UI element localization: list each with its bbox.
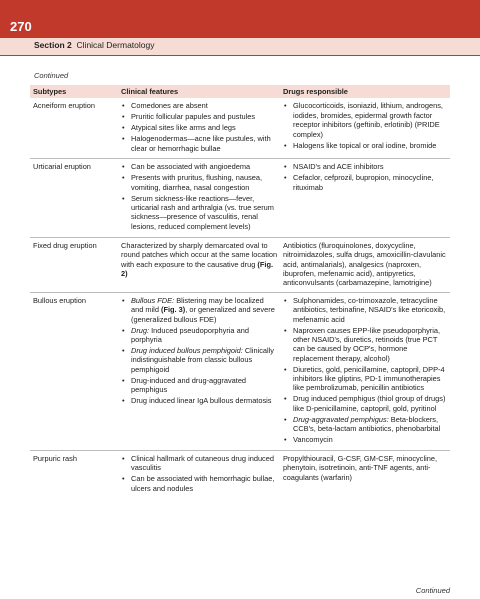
drug-item: • Drug induced pemphigus (thiol group of drugs) like D-penicillamine, captopril, gold, pyritinol bbox=[283, 394, 448, 413]
drugs-cell bbox=[280, 292, 450, 450]
continued-label-bottom: Continued bbox=[415, 586, 450, 595]
column-header-clinical-features: Clinical features bbox=[118, 85, 280, 98]
continued-label-top: Continued bbox=[34, 71, 69, 80]
table-header-row bbox=[30, 85, 450, 98]
section-title bbox=[34, 40, 154, 50]
feature-text: Clinically indistinguishable from classic bullous pemphigoid bbox=[131, 345, 274, 374]
feature-lead: Bullous FDE: bbox=[131, 295, 175, 305]
feature-lead: Drug induced bullous pemphigoid: bbox=[131, 345, 243, 355]
subtype-cell: Purpuric rash bbox=[33, 453, 77, 463]
feature-item bbox=[121, 346, 278, 374]
feature-item: • Can be associated with angioedema bbox=[121, 162, 278, 171]
feature-item: • Clinical hallmark of cutaneous drug induced vasculitis bbox=[121, 454, 278, 473]
drug-item: • Cefaclor, cefprozil, bupropion, minocycline, rituximab bbox=[283, 173, 448, 192]
header-bar bbox=[0, 0, 480, 38]
drugs-cell: Antibiotics (fluroquinolones, doxycycline, nitroimidazoles, sulfa drugs, amoxicillin-clavulanic acid, antimalarials), analgesics (naproxen, ibuprofen, mefenamic acid), antipyretics, anticonvulsants (carbamazepine, lamotrigine) bbox=[283, 240, 446, 288]
section-label: Section 2 bbox=[34, 40, 72, 50]
drug-lead: Drug-aggravated pemphigus: bbox=[293, 414, 389, 424]
subtype-cell: Acneiform eruption bbox=[33, 101, 96, 111]
feature-text: Characterized by sharply demarcated oval to round patches which occur at the same location with each exposure to the causative drug bbox=[121, 240, 278, 269]
table-row bbox=[30, 292, 450, 450]
feature-item: • Comedones are absent bbox=[121, 101, 278, 110]
drugs-cell bbox=[280, 159, 450, 237]
feature-item: • Atypical sites like arms and legs bbox=[121, 123, 278, 132]
feature-lead: Drug: bbox=[131, 325, 150, 335]
drug-item bbox=[283, 415, 448, 434]
column-header-subtypes: Subtypes bbox=[30, 85, 118, 98]
feature-item: • Pruritic follicular papules and pustules bbox=[121, 112, 278, 121]
feature-item: • Serum sickness-like reactions—fever, urticarial rash and arthralgia (vs. true serum sickness—presence of vasculitis, renal lesions, reduced complement levels) bbox=[121, 194, 278, 232]
feature-item: • Can be associated with hemorrhagic bullae, ulcers and nodules bbox=[121, 474, 278, 493]
drug-text: Beta-blockers, CCB's, beta-lactam antibiotics, phenobarbital bbox=[293, 414, 441, 434]
feature-item: • Drug induced linear IgA bullous dermatosis bbox=[121, 396, 278, 405]
table-row bbox=[30, 98, 450, 159]
drug-item: • Naproxen causes EPP-like pseudoporphyria, other NSAID's, diuretics, retinoids (true PCT can be caused by OCP's, hormone replacement therapy, alcohol) bbox=[283, 326, 448, 364]
subtype-cell: Bullous eruption bbox=[33, 295, 87, 305]
features-cell bbox=[118, 98, 280, 159]
features-cell bbox=[118, 237, 280, 292]
table-row bbox=[30, 450, 450, 498]
drug-item: • Glucocorticoids, isoniazid, lithium, androgens, iodides, bromides, epidermal growth factor receptor inhibitors (geftinib, erlotinib) (PRIDE complex) bbox=[283, 101, 448, 139]
feature-item: • Halogenodermas—acne like pustules, with clear or hemorrhagic bullae bbox=[121, 134, 278, 153]
subtype-cell: Urticarial eruption bbox=[33, 162, 91, 172]
feature-item bbox=[121, 326, 278, 345]
features-cell bbox=[118, 292, 280, 450]
section-divider bbox=[0, 55, 480, 56]
drug-eruption-table bbox=[30, 85, 450, 499]
drug-item: • Vancomycin bbox=[283, 435, 448, 444]
feature-item: • Presents with pruritus, flushing, nausea, vomiting, diarrhea, nasal congestion bbox=[121, 173, 278, 192]
figure-reference: (Fig. 3) bbox=[161, 305, 186, 315]
drug-item: • Diuretics, gold, penicillamine, captopril, DPP-4 inhibitors like gliptins, PD-1 immunotherapies like pembrolizumab, penicillin antibiotics bbox=[283, 365, 448, 393]
subtype-cell: Fixed drug eruption bbox=[33, 240, 97, 250]
feature-text: , or generalized and severe (generalized bullous FDE) bbox=[131, 305, 275, 324]
page-number: 270 bbox=[10, 19, 32, 34]
figure-reference: (Fig. 2) bbox=[121, 259, 274, 278]
drug-item: • Sulphonamides, co-trimoxazole, tetracycline antibiotics, terbinafine, NSAID's like etoricoxib, mefenamic acid bbox=[283, 296, 448, 324]
feature-item: • Drug-induced and drug-aggravated pemphigus bbox=[121, 376, 278, 395]
table-row bbox=[30, 237, 450, 292]
features-cell bbox=[118, 159, 280, 237]
drugs-cell: Propylthiouracil, G-CSF, GM-CSF, minocycline, phenytoin, isotretinoin, anti-TNF agents, anti-coagulants (warfarin) bbox=[283, 453, 438, 482]
drug-item: • NSAID's and ACE inhibitors bbox=[283, 162, 448, 171]
feature-text: Induced pseudoporphyria and porphyria bbox=[131, 325, 249, 344]
table-row bbox=[30, 159, 450, 237]
feature-item bbox=[121, 296, 278, 324]
drugs-cell bbox=[280, 98, 450, 159]
drug-item: • Halogens like topical or oral iodine, bromide bbox=[283, 141, 448, 150]
column-header-drugs-responsible: Drugs responsible bbox=[280, 85, 450, 98]
features-cell bbox=[118, 450, 280, 498]
feature-text: Blistering may be localized and mild bbox=[131, 295, 264, 315]
section-name: Clinical Dermatology bbox=[76, 40, 155, 50]
